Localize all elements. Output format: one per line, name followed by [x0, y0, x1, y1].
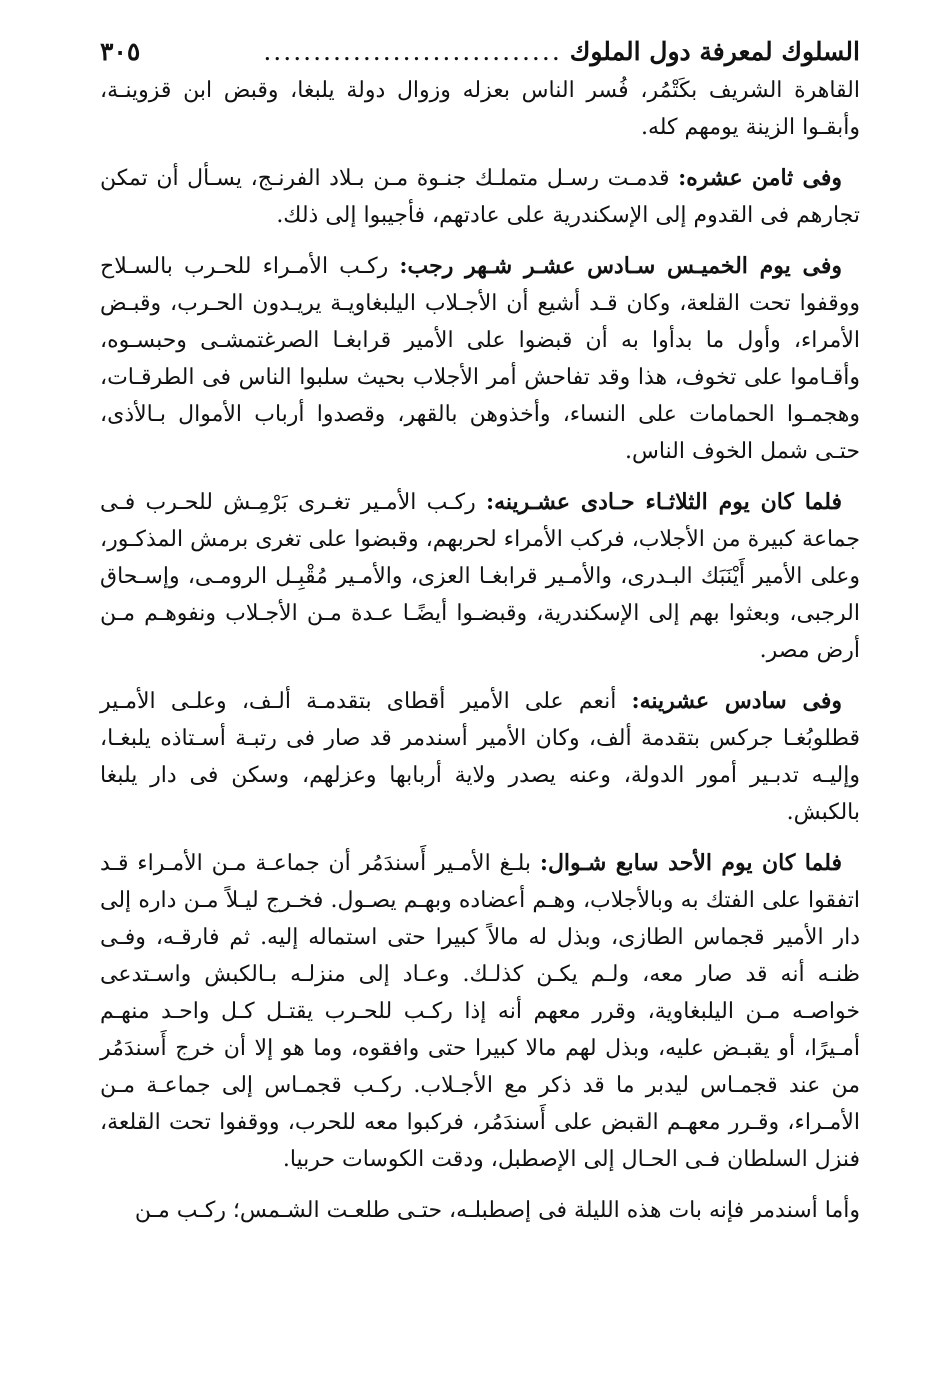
paragraph-entry — [100, 248, 860, 470]
page-number: ٣٠٥ — [100, 37, 141, 66]
paragraph-continuation — [100, 72, 860, 146]
paragraph-entry — [100, 484, 860, 669]
paragraph-text: أنعم على الأمير أقطاى بتقدمـة ألـف، وعلـى الأمـير قطلوبُغـا جركس بتقدمة ألف، وكان الأمير أسندمر قد صار فى رتبـة أسـتاذه يلبغـا، وإليـه تدبـير أمور الدولة، وعنه يصدر ولاية أربابها وعزلهم، وسكن فى دار يلبغا بالكبش. — [100, 689, 860, 825]
header-leader-dots: .............................. — [263, 37, 562, 66]
paragraph-date-heading: وفى سادس عشرينه: — [631, 688, 843, 714]
paragraph-entry — [100, 1192, 860, 1229]
paragraph-date-heading: وفى ثامن عشره: — [678, 165, 842, 191]
paragraph-date-heading: وفى يوم الخميـس سـادس عشـر شـهر رجب: — [399, 253, 843, 279]
book-page — [100, 32, 860, 1243]
paragraph-text: وأما أسندمر فإنه بات هذه الليلة فى إصطبلـه، حتـى طلعـت الشـمس؛ ركـب مـن — [134, 1198, 860, 1223]
paragraph-text: ركـب الأمـراء للحـرب بالسـلاح ووقفوا تحت القلعة، وكان قـد أشيع أن الأجـلاب اليلبغاويـة يريـدون الحـرب، وقبـض الأمراء، وأول ما بدأوا به أن قبضوا على الأمير قرابغـا الصرغتمشـى وحبسـوه، وأقـاموا على تخوف، هذا وقد تفاحش أمر الأجلاب بحيث سلبوا الناس فى الطرقـات، وهجمـوا الحمامات على النساء، وأخذوهن بالقهر، وقصدوا أرباب الأموال بـالأذى، حتـى شمل الخوف الناس. — [100, 254, 860, 464]
paragraph-text: قدمـت رسـل متملـك جنـوة مـن بـلاد الفرنـج، يسـأل أن تمكن تجارهم فى القدوم إلى الإسكندرية على عادتهم، فأجيبوا إلى ذلك. — [100, 166, 860, 228]
paragraph-date-heading: فلما كان يوم الأحد سابع شـوال: — [539, 850, 842, 876]
paragraph-text: بلـغ الأمـير أَسندَمُر أن جماعـة مـن الأمـراء قـد اتفقوا على الفتك به وبالأجلاب، وهـم أعضاده وبهـم يصـول. فخـرج ليـلاً مـن داره إلى دار الأمير قجماس الطازى، وبذل له مالاً كبيرا حتى استماله إليه. ثم فارقـه، وفـى ظنـه أنه قد صار معه، ولـم يكـن كذلـك. وعـاد إلى منزلـه بـالكبش واسـتدعى خواصـه مـن اليلبغاوية، وقرر معهم أنه إذا ركـب للحـرب يقتـل كـل واحـد منهـم أمـيرًا، أو يقبـض عليه، وبذل لهم مالا كبيرا حتى وافقوه، وما هو إلا أن خرج أَسندَمُر من عند قجمـاس ليدبر ما قد ذكر مع الأجـلاب. ركـب قجمـاس إلى جماعـة مـن الأمـراء، وقـرر معهـم القبض على أَسندَمُر، فركبوا معه للحرب، ووقفوا تحت القلعة، فنزل السلطان فـى الحـال إلى الإصطبل، ودقت الكوسات حربيا. — [100, 851, 860, 1172]
paragraph-text: القاهرة الشريف بكَتْمُر، فُسر الناس بعزله وزوال دولة يلبغا، وقبض ابن قزوينـة، وأبقـوا الزينة يومهم كله. — [100, 78, 860, 140]
paragraph-text: ركـب الأمـير تغـرى بَرْمِـش للحـرب فـى جماعة كبيرة من الأجلاب، فركب الأمراء لحربهم، وقبضوا على تغرى برمش المذكـور، وعلى الأمير أَيْنَبَك البـدرى، والأمـير قرابغـا العزى، والأمـير مُقْبِـل الرومـى، وإسـحاق الرجبى، وبعثوا بهم إلى الإسكندرية، وقبضـوا أيضًـا عـدة مـن الأجـلاب ونفوهـم مـن أرض مصر. — [100, 490, 860, 663]
running-header — [100, 32, 860, 72]
header-book-title: السلوك لمعرفة دول الملوك — [569, 37, 860, 66]
paragraph-entry — [100, 683, 860, 831]
paragraph-entry — [100, 160, 860, 234]
paragraph-date-heading: فلما كان يوم الثلاثـاء حـادى عشـرينه: — [485, 489, 843, 515]
paragraph-entry — [100, 845, 860, 1178]
